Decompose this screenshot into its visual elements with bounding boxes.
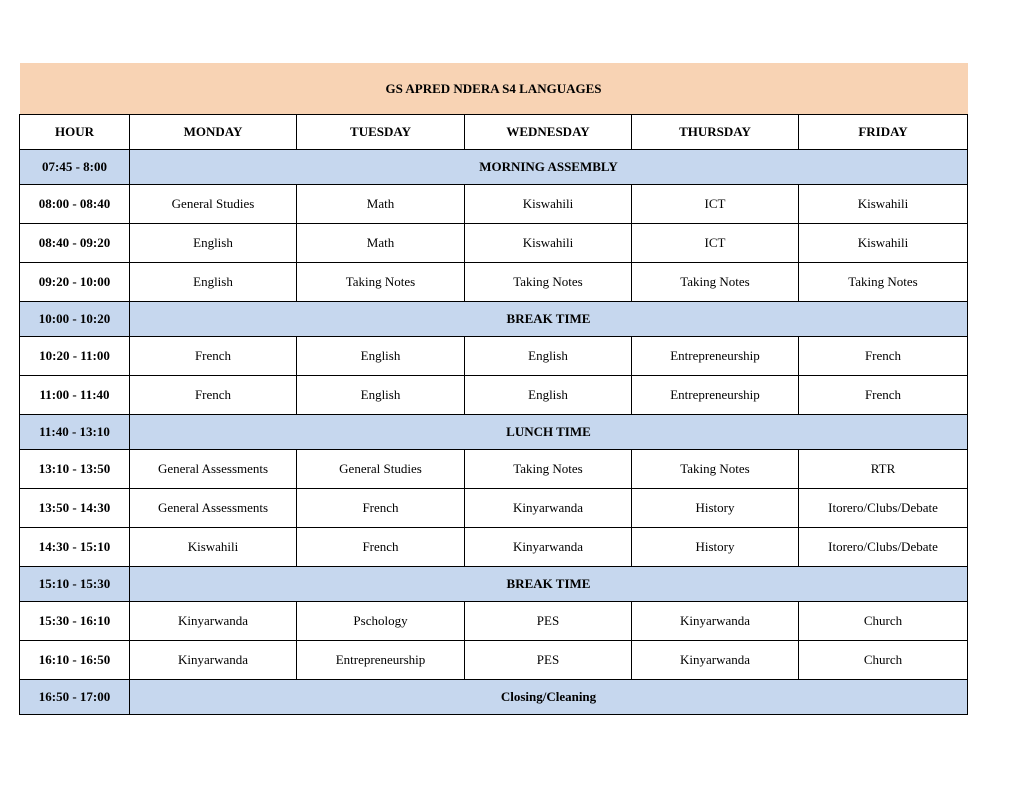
band-row [20,567,968,602]
hour-cell: 16:10 - 16:50 [20,641,130,680]
subject-cell: Taking Notes [632,450,799,489]
hour-cell: 15:30 - 16:10 [20,602,130,641]
subject-cell: Taking Notes [799,263,968,302]
subject-cell: Kiswahili [799,224,968,263]
subject-cell: Pschology [297,602,465,641]
subject-cell: Church [799,641,968,680]
band-row [20,302,968,337]
subject-cell: General Studies [297,450,465,489]
header-thursday: THURSDAY [632,115,799,150]
table-row [20,528,968,567]
band-row [20,680,968,715]
table-row [20,376,968,415]
table-row [20,489,968,528]
band-row [20,415,968,450]
subject-cell: Taking Notes [297,263,465,302]
subject-cell: Kiswahili [465,224,632,263]
band-row [20,150,968,185]
subject-cell: Kinyarwanda [632,602,799,641]
subject-cell: Itorero/Clubs/Debate [799,528,968,567]
subject-cell: Entrepreneurship [632,337,799,376]
hour-cell: 10:00 - 10:20 [20,302,130,337]
band-label: MORNING ASSEMBLY [130,150,968,185]
subject-cell: History [632,489,799,528]
header-friday: FRIDAY [799,115,968,150]
subject-cell: Kinyarwanda [632,641,799,680]
subject-cell: Church [799,602,968,641]
subject-cell: Math [297,224,465,263]
timetable-body [20,150,968,715]
subject-cell: French [297,489,465,528]
subject-cell: Kinyarwanda [130,602,297,641]
hour-cell: 07:45 - 8:00 [20,150,130,185]
band-label: Closing/Cleaning [130,680,968,715]
header-wednesday: WEDNESDAY [465,115,632,150]
subject-cell: Kiswahili [799,185,968,224]
subject-cell: Kiswahili [465,185,632,224]
table-row [20,602,968,641]
hour-cell: 13:10 - 13:50 [20,450,130,489]
subject-cell: History [632,528,799,567]
subject-cell: Taking Notes [465,450,632,489]
subject-cell: French [130,337,297,376]
table-row [20,337,968,376]
hour-cell: 15:10 - 15:30 [20,567,130,602]
subject-cell: English [130,263,297,302]
hour-cell: 10:20 - 11:00 [20,337,130,376]
subject-cell: PES [465,602,632,641]
subject-cell: Itorero/Clubs/Debate [799,489,968,528]
header-tuesday: TUESDAY [297,115,465,150]
hour-cell: 13:50 - 14:30 [20,489,130,528]
subject-cell: Taking Notes [632,263,799,302]
table-row [20,185,968,224]
subject-cell: ICT [632,185,799,224]
hour-cell: 11:40 - 13:10 [20,415,130,450]
hour-cell: 11:00 - 11:40 [20,376,130,415]
table-row [20,641,968,680]
hour-cell: 08:40 - 09:20 [20,224,130,263]
hour-cell: 09:20 - 10:00 [20,263,130,302]
band-label: BREAK TIME [130,567,968,602]
subject-cell: Kinyarwanda [130,641,297,680]
subject-cell: General Assessments [130,489,297,528]
subject-cell: English [465,376,632,415]
hour-cell: 08:00 - 08:40 [20,185,130,224]
subject-cell: RTR [799,450,968,489]
table-row [20,450,968,489]
subject-cell: French [799,376,968,415]
subject-cell: Taking Notes [465,263,632,302]
header-hour: HOUR [20,115,130,150]
table-row [20,263,968,302]
band-label: BREAK TIME [130,302,968,337]
subject-cell: English [130,224,297,263]
subject-cell: Kiswahili [130,528,297,567]
subject-cell: Math [297,185,465,224]
title-row [20,63,968,115]
subject-cell: General Studies [130,185,297,224]
subject-cell: Entrepreneurship [632,376,799,415]
timetable-title: GS APRED NDERA S4 LANGUAGES [20,63,968,115]
header-row [20,115,968,150]
subject-cell: ICT [632,224,799,263]
subject-cell: English [297,376,465,415]
timetable [19,63,968,715]
subject-cell: PES [465,641,632,680]
subject-cell: General Assessments [130,450,297,489]
hour-cell: 16:50 - 17:00 [20,680,130,715]
subject-cell: French [297,528,465,567]
table-row [20,224,968,263]
band-label: LUNCH TIME [130,415,968,450]
subject-cell: Entrepreneurship [297,641,465,680]
subject-cell: Kinyarwanda [465,489,632,528]
header-monday: MONDAY [130,115,297,150]
subject-cell: French [130,376,297,415]
subject-cell: English [297,337,465,376]
hour-cell: 14:30 - 15:10 [20,528,130,567]
subject-cell: Kinyarwanda [465,528,632,567]
subject-cell: French [799,337,968,376]
subject-cell: English [465,337,632,376]
